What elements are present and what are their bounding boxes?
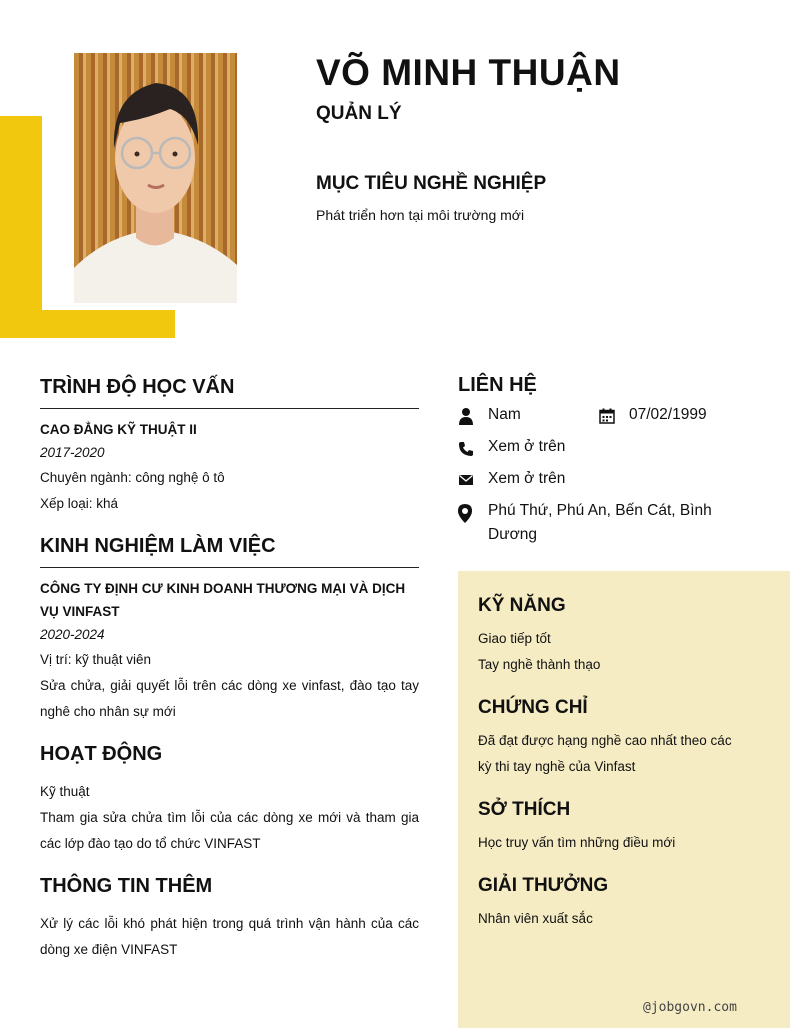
certificates-title: CHỨNG CHỈ: [478, 697, 588, 718]
contact-phone: Xem ở trên: [488, 438, 566, 455]
experience-divider: [40, 567, 419, 568]
contact-gender: Nam: [488, 406, 521, 423]
accent-bar-horizontal: [0, 310, 175, 338]
education-period: 2017-2020: [40, 445, 105, 460]
experience-position: Vị trí: kỹ thuật viên: [40, 652, 152, 667]
experience-period: 2020-2024: [40, 627, 105, 642]
skills-title: KỸ NĂNG: [478, 595, 566, 616]
activities-description: Tham gia sửa chửa tìm lỗi của các dòng xe mới và tham gia các lớp đào tạo do tổ chức VINFAST: [40, 810, 419, 851]
awards-title: GIẢI THƯỞNG: [478, 875, 609, 896]
calendar-icon: [599, 407, 615, 425]
skill-item: Giao tiếp tốt: [478, 631, 551, 646]
education-title: TRÌNH ĐỘ HỌC VẤN: [40, 376, 235, 398]
profile-photo: [74, 53, 237, 303]
contact-email: Xem ở trên: [488, 470, 566, 487]
watermark: @jobgovn.com: [643, 1000, 737, 1015]
experience-title: KINH NGHIỆM LÀM VIỆC: [40, 535, 276, 557]
awards-text: Nhân viên xuất sắc: [478, 911, 593, 926]
objective-text: Phát triển hơn tại môi trường mới: [316, 207, 525, 223]
activities-name: Kỹ thuật: [40, 784, 90, 799]
person-icon: [458, 407, 474, 425]
candidate-role: QUẢN LÝ: [316, 103, 402, 124]
activities-title: HOẠT ĐỘNG: [40, 743, 163, 765]
education-major: Chuyên ngành: công nghệ ô tô: [40, 470, 225, 485]
experience-description: Sửa chửa, giải quyết lỗi trên các dòng xe vinfast, đào tạo tay nghê cho nhân sự mới: [40, 678, 419, 719]
education-grade: Xếp loại: khá: [40, 496, 119, 511]
mail-icon: [458, 471, 474, 489]
objective-title: MỤC TIÊU NGHỀ NGHIỆP: [316, 173, 547, 194]
phone-icon: [458, 440, 474, 458]
accent-bar-vertical: [0, 116, 42, 338]
certificates-text: Đã đạt được hạng nghề cao nhất theo các kỳ thi tay nghề của Vinfast: [478, 733, 732, 774]
skill-item: Tay nghề thành thạo: [478, 657, 601, 672]
portrait-illustration: [74, 53, 237, 303]
contact-address: Phú Thứ, Phú An, Bến Cát, Bình Dương: [488, 502, 712, 543]
education-divider: [40, 408, 419, 409]
contact-title: LIÊN HỆ: [458, 374, 537, 396]
education-school: CAO ĐẲNG KỸ THUẬT II: [40, 422, 197, 437]
experience-company: CÔNG TY ĐỊNH CƯ KINH DOANH THƯƠNG MẠI VÀ DỊCH VỤ VINFAST: [40, 581, 406, 619]
hobbies-title: SỞ THÍCH: [478, 799, 571, 820]
hobbies-text: Học truy vấn tìm những điều mới: [478, 835, 676, 850]
additional-title: THÔNG TIN THÊM: [40, 875, 213, 897]
location-pin-icon: [457, 504, 473, 522]
candidate-name: VÕ MINH THUẬN: [316, 52, 621, 93]
contact-birthday: 07/02/1999: [629, 406, 707, 423]
additional-text: Xử lý các lỗi khó phát hiện trong quá trình vận hành của các dòng xe điện VINFAST: [40, 916, 419, 957]
